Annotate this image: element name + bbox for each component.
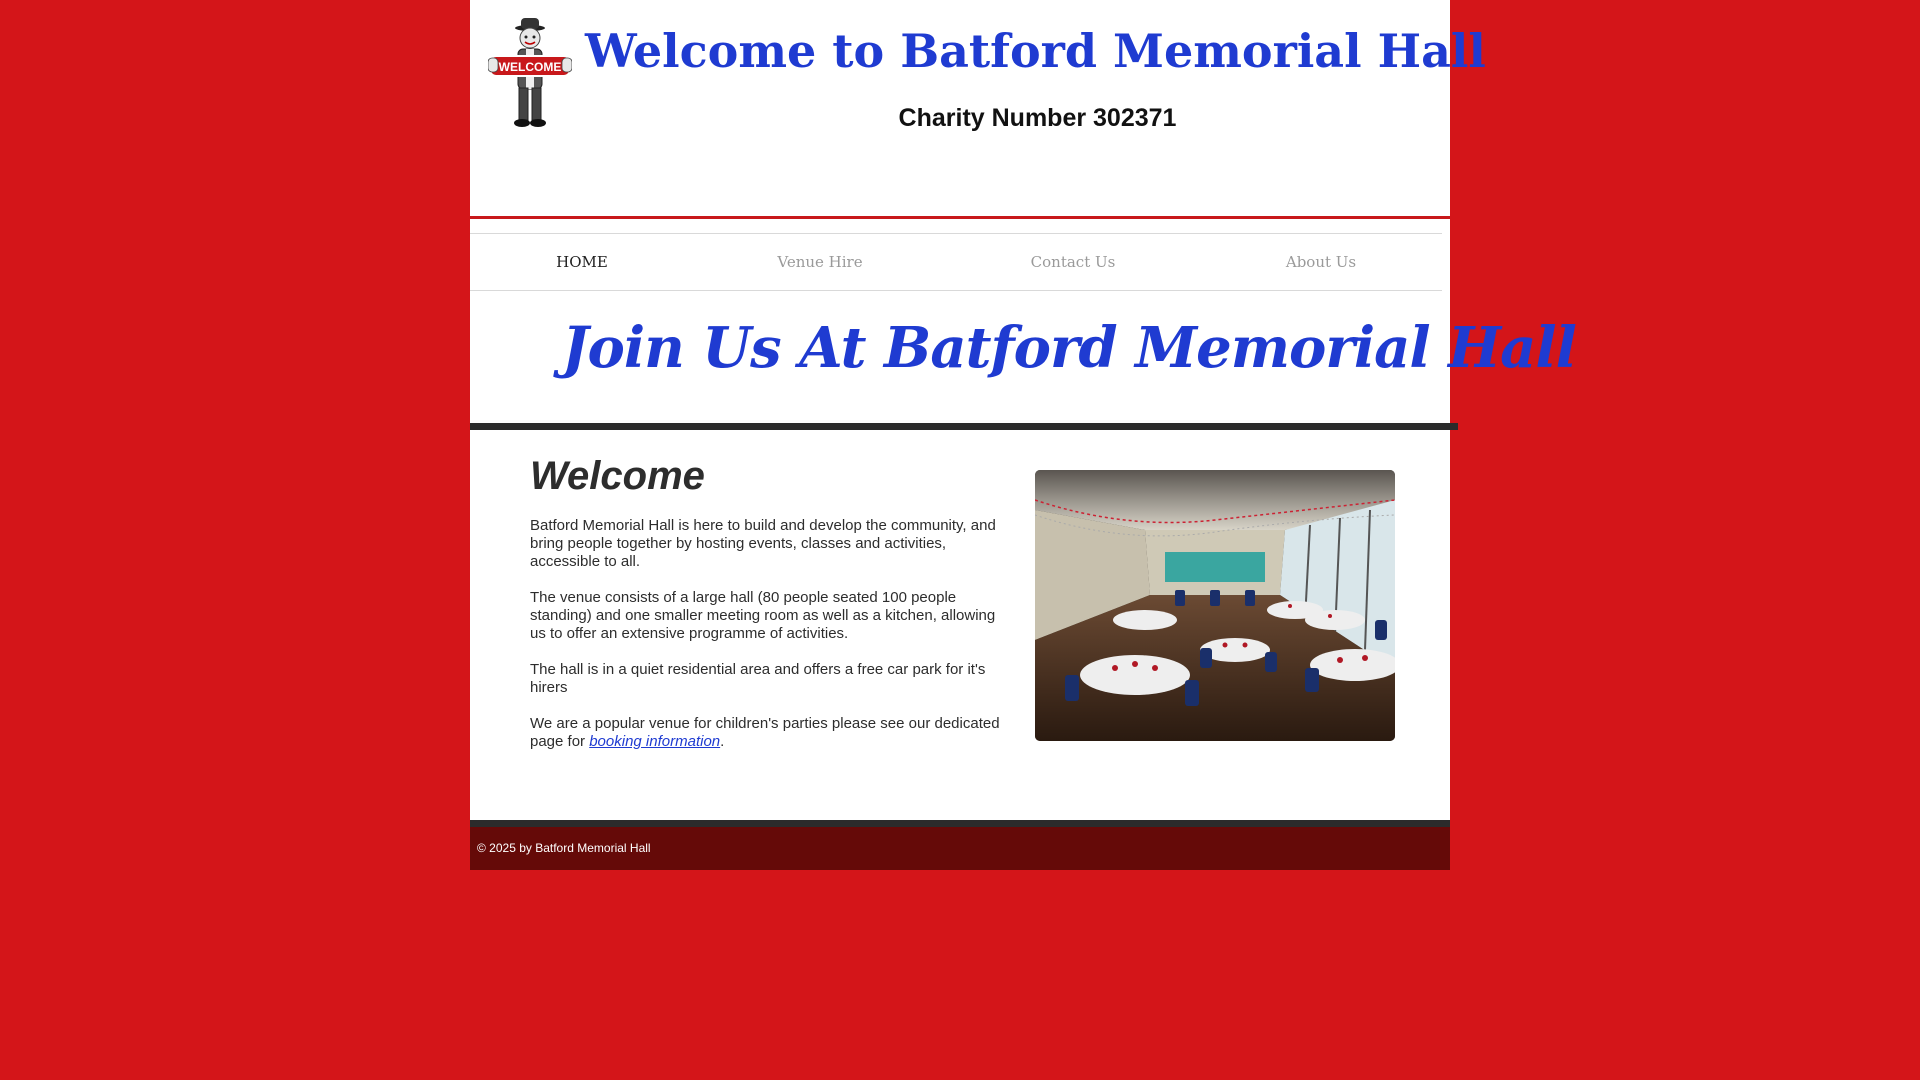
paragraph-venue: The venue consists of a large hall (80 people seated 100 people standing) and one smaller meeting room as well as a kitchen, allowing us to offer an extensive programme of activities. <box>530 589 996 642</box>
nav-item-contact-us[interactable]: Contact Us <box>1030 253 1116 271</box>
paragraph-location: The hall is in a quiet residential area and offers a free car park for it's hirers <box>530 661 986 696</box>
banner-divider <box>470 423 1458 430</box>
page-container <box>470 0 1576 870</box>
nav-item-home[interactable]: HOME <box>556 253 608 271</box>
header <box>470 0 1486 216</box>
logo-sign-text: WELCOME <box>498 60 562 74</box>
parties-text-end: . <box>720 733 725 750</box>
copyright-text: © 2025 by Batford Memorial Hall <box>477 841 651 855</box>
footer-divider <box>470 820 1450 827</box>
nav-bar <box>470 233 1442 291</box>
banner <box>470 291 1576 423</box>
banner-heading: Join Us At Batford Memorial Hall <box>562 315 1576 381</box>
site-title: Welcome to Batford Memorial Hall <box>585 24 1486 78</box>
main-content <box>470 430 1450 820</box>
welcome-text <box>530 517 1014 769</box>
welcome-heading: Welcome <box>530 454 705 498</box>
booking-information-link[interactable]: booking information <box>589 733 721 750</box>
main-navigation <box>470 219 1450 291</box>
paragraph-community: Batford Memorial Hall is here to build and develop the community, and bring people together by hosting events, classes and activities, accessible to all. <box>530 517 996 570</box>
parties-text: We are a popular venue for children's parties please see our dedicated page for <box>530 715 1000 750</box>
paragraph-parties <box>530 715 1014 751</box>
footer <box>470 827 1450 870</box>
hall-interior-photo <box>1035 470 1395 741</box>
nav-item-about-us[interactable]: About Us <box>1285 253 1357 271</box>
nav-item-venue-hire[interactable]: Venue Hire <box>777 253 863 271</box>
charity-number: Charity Number 302371 <box>898 104 1177 132</box>
